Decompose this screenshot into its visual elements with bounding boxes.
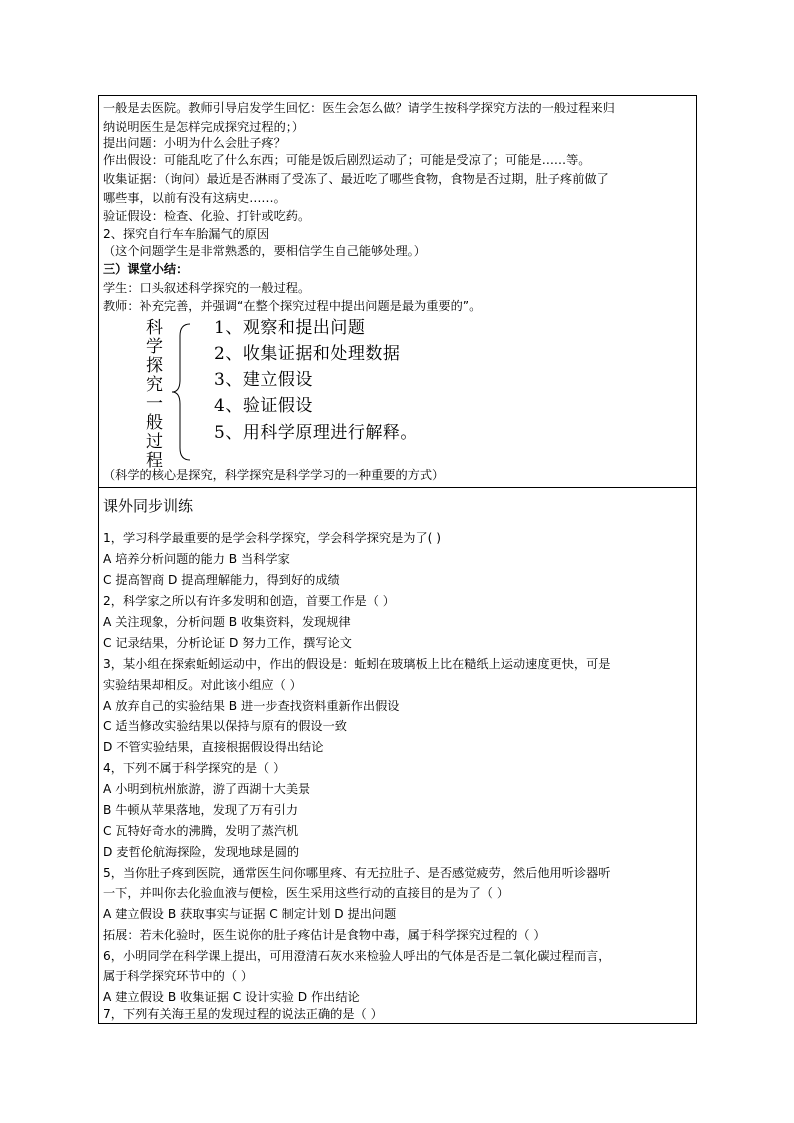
text-line: 纳说明医生是怎样完成探究过程的；） xyxy=(103,120,305,134)
exercise-line: 2，科学家之所以有许多发明和创造，首要工作是（ ） xyxy=(103,594,395,608)
exercise-line: A 建立假设 B 收集证据 C 设计实验 D 作出结论 xyxy=(103,990,360,1004)
diagram-step: 3、建立假设 xyxy=(214,370,313,390)
exercise-line: 7，下列有关海王星的发现过程的说法正确的是（ ） xyxy=(103,1007,383,1021)
diagram-vertical-char: 程 xyxy=(146,451,163,471)
exercise-line: D 麦哲伦航海探险，发现地球是圆的 xyxy=(103,845,300,859)
text-line: 一般是去医院。教师引导启发学生回忆：医生会怎么做？请学生按科学探究方法的一般过程来归 xyxy=(103,101,615,115)
diagram-vertical-char: 过 xyxy=(146,432,163,452)
exercise-line: D 不管实验结果，直接根据假设得出结论 xyxy=(103,740,324,754)
diagram-vertical-char: 一 xyxy=(146,394,163,414)
exercise-line: A 小明到杭州旅游，游了西湖十大美景 xyxy=(103,782,311,796)
exercise-line: A 培养分析问题的能力 B 当科学家 xyxy=(103,552,290,566)
diagram-vertical-char: 探 xyxy=(146,356,163,376)
exercise-line: C 适当修改实验结果以保持与原有的假设一致 xyxy=(103,719,347,733)
diagram-step: 5、用科学原理进行解释。 xyxy=(214,423,418,443)
table-divider xyxy=(98,487,697,488)
exercise-line: 1，学习科学最重要的是学会科学探究，学会科学探究是为了( ) xyxy=(103,531,442,545)
exercise-line: C 瓦特好奇水的沸腾，发明了蒸汽机 xyxy=(103,824,299,838)
student-line: 学生：口头叙述科学探究的一般过程。 xyxy=(103,281,311,295)
text-line: 收集证据：（询问）最近是否淋雨了受冻了、最近吃了哪些食物，食物是否过期，肚子疼前做了 xyxy=(103,172,609,186)
diagram-vertical-char: 究 xyxy=(146,375,163,395)
exercise-line: B 牛顿从苹果落地，发现了万有引力 xyxy=(103,803,299,817)
text-line: （这个问题学生是非常熟悉的，要相信学生自己能够处理。） xyxy=(103,244,426,258)
curly-brace xyxy=(170,322,192,462)
text-line: 2、探究自行车车胎漏气的原因 xyxy=(103,227,270,241)
text-line: 提出问题：小明为什么会肚子疼？ xyxy=(103,136,286,150)
exercise-line: 5，当你肚子疼到医院，通常医生问你哪里疼、有无拉肚子、是否感觉疲劳，然后他用听诊器听 xyxy=(103,866,611,880)
diagram-step: 1、观察和提出问题 xyxy=(214,318,366,338)
exercise-line: 拓展：若未化验时，医生说你的肚子疼估计是食物中毒，属于科学探究过程的（ ） xyxy=(103,928,546,942)
exercise-line: 一下，并叫你去化验血液与便检，医生采用这些行动的直接目的是为了（ ） xyxy=(103,886,510,900)
exercise-title: 课外同步训练 xyxy=(103,497,194,515)
diagram-vertical-char: 般 xyxy=(146,413,163,433)
exercise-line: 实验结果却相反。对此该小组应（ ） xyxy=(103,678,302,692)
diagram-step: 4、验证假设 xyxy=(214,396,313,416)
teacher-line: 教师：补充完善，并强调“在整个探究过程中提出问题是最为重要的”。 xyxy=(103,299,482,313)
core-note: （科学的核心是探究，科学探究是科学学习的一种重要的方式） xyxy=(103,468,445,482)
exercise-line: 属于科学探究环节中的（ ） xyxy=(103,969,254,983)
exercise-line: A 建立假设 B 获取事实与证据 C 制定计划 D 提出问题 xyxy=(103,907,397,921)
exercise-line: C 记录结果，分析论证 D 努力工作，撰写论文 xyxy=(103,636,352,650)
diagram-step: 2、收集证据和处理数据 xyxy=(214,344,401,364)
diagram-vertical-char: 科 xyxy=(146,318,163,338)
exercise-line: 4，下列不属于科学探究的是（ ） xyxy=(103,761,286,775)
exercise-line: A 放弃自己的实验结果 B 进一步查找资料重新作出假设 xyxy=(103,699,400,713)
exercise-line: C 提高智商 D 提高理解能力，得到好的成绩 xyxy=(103,573,340,587)
summary-heading: 三）课堂小结： xyxy=(103,262,189,276)
text-line: 验证假设：检查、化验、打针或吃药。 xyxy=(103,209,311,223)
exercise-line: A 关注现象，分析问题 B 收集资料，发现规律 xyxy=(103,615,351,629)
diagram-vertical-char: 学 xyxy=(146,337,163,357)
exercise-line: 3，某小组在探索蚯蚓运动中，作出的假设是：蚯蚓在玻璃板上比在糙纸上运动速度更快，可是 xyxy=(103,657,611,671)
text-line: 哪些事，以前有没有这病史……。 xyxy=(103,191,286,205)
exercise-line: 6，小明同学在科学课上提出，可用澄清石灰水来检验人呼出的气体是否是二氧化碳过程而言， xyxy=(103,949,611,963)
text-line: 作出假设：可能乱吃了什么东西；可能是饭后剧烈运动了；可能是受凉了；可能是……等。 xyxy=(103,153,591,167)
